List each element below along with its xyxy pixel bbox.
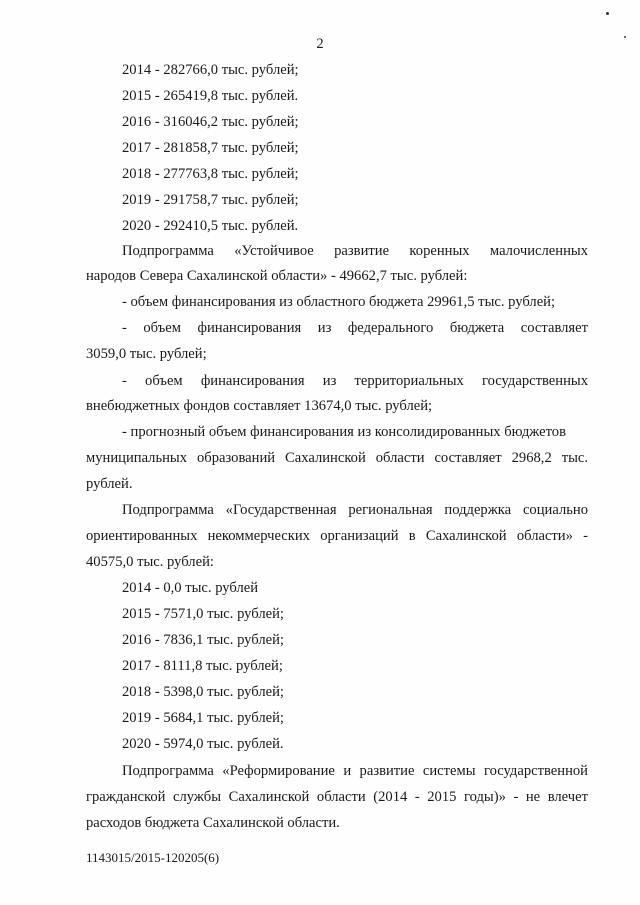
nko-funding-2018: 2018 - 5398,0 тыс. рублей; (122, 684, 284, 700)
bullet-regional-budget: - объем финансирования из областного бюджета 29961,5 тыс. рублей; (122, 294, 556, 310)
nko-funding-2019: 2019 - 5684,1 тыс. рублей; (122, 710, 284, 726)
subprogram-nko-line2: ориентированных некоммерческих организаций в Сахалинской области» - (86, 528, 588, 544)
page-number: 2 (316, 36, 324, 52)
subprogram-indigenous-line2: народов Севера Сахалинской области» - 49662,7 тыс. рублей: (86, 268, 468, 284)
funding-2018: 2018 - 277763,8 тыс. рублей; (122, 166, 299, 182)
subprogram-civil-service-line1: Подпрограмма «Реформирование и развитие системы государственной (122, 763, 588, 779)
bullet-federal-budget-line1: - объем финансирования из федерального бюджета составляет (122, 320, 588, 336)
bullet-municipal-line2: муниципальных образований Сахалинской области составляет 2968,2 тыс. (86, 450, 588, 466)
bullet-offbudget-funds-line2: внебюджетных фондов составляет 13674,0 тыс. рублей; (86, 398, 433, 414)
funding-2016: 2016 - 316046,2 тыс. рублей; (122, 114, 299, 130)
funding-2019: 2019 - 291758,7 тыс. рублей; (122, 192, 299, 208)
funding-2020: 2020 - 292410,5 тыс. рублей. (122, 218, 299, 234)
subprogram-nko-line1: Подпрограмма «Государственная региональная поддержка социально (122, 502, 588, 518)
scan-speck (606, 12, 609, 15)
subprogram-civil-service-line2: гражданской службы Сахалинской области (2014 - 2015 годы)» - не влечет (86, 789, 588, 805)
subprogram-nko-line3: 40575,0 тыс. рублей: (86, 554, 214, 570)
bullet-municipal-line3: рублей. (86, 476, 133, 492)
nko-funding-2014: 2014 - 0,0 тыс. рублей (122, 580, 259, 596)
funding-2015: 2015 - 265419,8 тыс. рублей. (122, 88, 299, 104)
bullet-federal-budget-line2: 3059,0 тыс. рублей; (86, 346, 207, 362)
nko-funding-2016: 2016 - 7836,1 тыс. рублей; (122, 632, 284, 648)
nko-funding-2015: 2015 - 7571,0 тыс. рублей; (122, 606, 284, 622)
bullet-municipal-line1: - прогнозный объем финансирования из консолидированных бюджетов (122, 424, 566, 440)
document-footer-code: 1143015/2015-120205(6) (86, 850, 220, 865)
bullet-offbudget-funds-line1: - объем финансирования из территориальных государственных (122, 373, 588, 389)
nko-funding-2020: 2020 - 5974,0 тыс. рублей. (122, 736, 284, 752)
nko-funding-2017: 2017 - 8111,8 тыс. рублей; (122, 658, 283, 674)
funding-2014: 2014 - 282766,0 тыс. рублей; (122, 62, 299, 78)
subprogram-civil-service-line3: расходов бюджета Сахалинской области. (86, 815, 340, 831)
subprogram-indigenous-line1: Подпрограмма «Устойчивое развитие коренных малочисленных (122, 243, 588, 259)
scan-speck (624, 36, 626, 38)
funding-2017: 2017 - 281858,7 тыс. рублей; (122, 140, 299, 156)
